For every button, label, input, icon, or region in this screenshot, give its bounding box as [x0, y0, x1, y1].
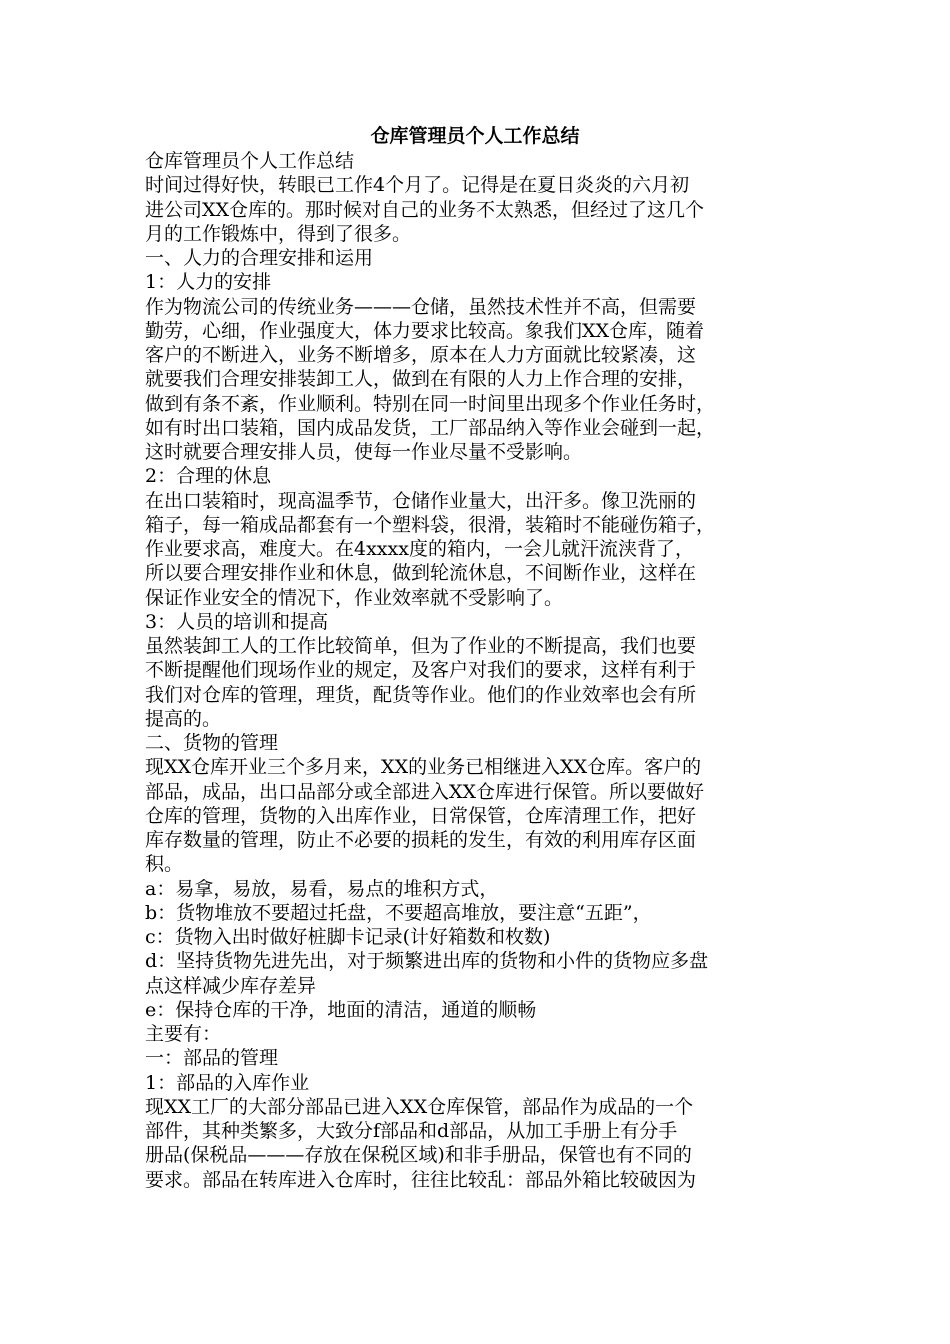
document-line: 库存数量的管理，防止不必要的损耗的发生，有效的利用库存区面 — [145, 829, 697, 851]
document-line: 主要有： — [145, 1023, 222, 1045]
document-line: 所以要合理安排作业和休息，做到轮流休息，不间断作业，这样在 — [145, 562, 697, 585]
document-body — [145, 149, 811, 1192]
document-line: 部件，其种类繁多，大致分f部品和d部品，从加工手册上有分手 — [145, 1120, 678, 1142]
document-line: 1：人力的安排 — [145, 271, 272, 294]
document-line: 仓库的管理，货物的入出库作业，日常保管，仓库清理工作，把好 — [145, 804, 697, 827]
document-line: 一：部品的管理 — [145, 1047, 279, 1070]
document-line: a：易拿，易放，易看，易点的堆积方式， — [145, 877, 499, 900]
document-line: b：货物堆放不要超过托盘，不要超高堆放，要注意“五距”， — [145, 901, 652, 924]
document-line: 如有时出口装箱，国内成品发货，工厂部品纳入等作业会碰到一起， — [145, 416, 716, 439]
document-line: 进公司XX仓库的。那时候对自己的业务不太熟悉，但经过了这几个 — [145, 198, 705, 221]
document-line: 作业要求高，难度大。在4xxxx度的箱内，一会儿就汗流浃背了， — [145, 538, 694, 560]
document-line: 保证作业安全的情况下，作业效率就不受影响了。 — [145, 586, 564, 609]
document-line: 1：部品的入库作业 — [145, 1071, 310, 1094]
document-line: c：货物入出时做好桩脚卡记录(计好箱数和枚数) — [145, 926, 551, 948]
document-line: 就要我们合理安排装卸工人，做到在有限的人力上作合理的安排， — [145, 368, 697, 391]
document-line: 现XX工厂的大部分部品已进入XX仓库保管，部品作为成品的一个 — [145, 1095, 694, 1118]
document-line: 3：人员的培训和提高 — [145, 610, 329, 633]
document-line: 一、人力的合理安排和运用 — [145, 247, 374, 269]
document-line: 时间过得好快，转眼已工作4个月了。记得是在夏日炎炎的六月初 — [145, 174, 690, 197]
document-line: 我们对仓库的管理，理货，配货等作业。他们的作业效率也会有所 — [145, 683, 697, 706]
document-line: 部品，成品，出口品部分或全部进入XX仓库进行保管。所以要做好 — [145, 780, 705, 803]
document-line: 做到有条不紊，作业顺利。特别在同一时间里出现多个作业任务时， — [145, 392, 716, 415]
document-line: 月的工作锻炼中，得到了很多。 — [145, 222, 412, 245]
document-line: 虽然装卸工人的工作比较简单，但为了作业的不断提高，我们也要 — [145, 635, 697, 657]
document-line: 在出口装箱时，现高温季节，仓储作业量大，出汗多。像卫洗丽的 — [145, 489, 697, 512]
document-line: 勤劳，心细，作业强度大，体力要求比较高。象我们XX仓库，随着 — [145, 319, 705, 342]
document-line: 作为物流公司的传统业务———仓储，虽然技术性并不高，但需要 — [145, 295, 697, 318]
document-line: 点这样减少库存差异 — [145, 974, 317, 997]
document-line: 2：合理的休息 — [145, 465, 272, 488]
document-line: 册品(保税品———存放在保税区域)和非手册品，保管也有不同的 — [145, 1144, 692, 1167]
document-line: 仓库管理员个人工作总结 — [145, 150, 355, 172]
document-line: 这时就要合理安排人员，使每一作业尽量不受影响。 — [145, 441, 583, 463]
document-line: 现XX仓库开业三个多月来，XX的业务已相继进入XX仓库。客户的 — [145, 756, 702, 779]
document-line: 箱子，每一箱成品都套有一个塑料袋，很滑，装箱时不能碰伤箱子， — [145, 513, 716, 536]
document-line: 积。 — [145, 853, 184, 876]
document-line: 提高的。 — [145, 707, 222, 730]
document-title: 仓库管理员个人工作总结 — [370, 125, 580, 147]
document-line: e：保持仓库的干净，地面的清洁，通道的顺畅 — [145, 998, 537, 1021]
document-line: d：坚持货物先进先出，对于频繁进出库的货物和小件的货物应多盘 — [145, 950, 709, 973]
document-line: 不断提醒他们现场作业的规定，及客户对我们的要求，这样有利于 — [145, 659, 697, 682]
document-line: 要求。部品在转库进入仓库时，往往比较乱：部品外箱比较破因为 — [145, 1168, 697, 1191]
document-line: 二、货物的管理 — [145, 732, 279, 754]
document-line: 客户的不断进入，业务不断增多，原本在人力方面就比较紧凑，这 — [145, 344, 697, 366]
